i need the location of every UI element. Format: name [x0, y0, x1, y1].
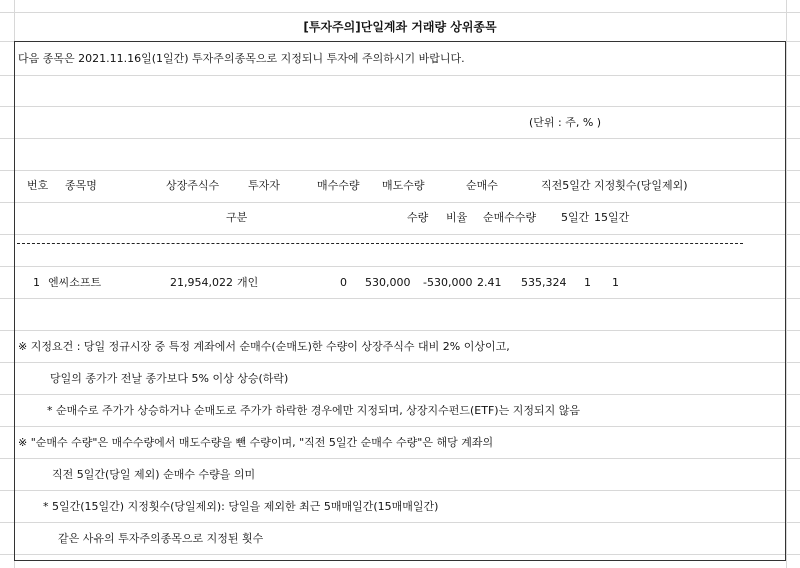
content-border-box	[14, 41, 786, 561]
header-net-buy-quantity: 순매수수량	[483, 211, 537, 224]
row-net-buy-5-days: 535,324	[521, 276, 567, 289]
header-listed-shares: 상장주식수	[166, 179, 220, 192]
row-count-15-days: 1	[612, 276, 619, 289]
row-sell-quantity: 530,000	[365, 276, 411, 289]
note-designation-count: * 5일간(15일간) 지정횟수(당일제외): 당일을 제외한 최근 5매매일간(15매매일간)	[43, 500, 439, 513]
header-investor: 투자자	[248, 179, 280, 192]
header-ratio: 비율	[446, 211, 468, 224]
row-stock-name: 엔씨소프트	[48, 276, 102, 289]
grid-row-line	[0, 12, 800, 13]
note-net-buy-definition: ※ "순매수 수량"은 매수수량에서 매도수량을 뺀 수량이며, "직전 5일간 순매수 수량"은 해당 계좌의	[18, 436, 494, 449]
row-listed-shares: 21,954,022	[170, 276, 233, 289]
header-stock-name: 종목명	[65, 179, 97, 192]
page-title: [투자주의]단일계좌 거래량 상위종목	[303, 20, 497, 34]
header-buy-quantity: 매수수량	[317, 179, 360, 192]
header-5-days: 5일간	[561, 211, 590, 224]
note-price-condition: 당일의 종가가 전날 종가보다 5% 이상 상승(하락)	[50, 372, 289, 385]
header-category: 구분	[226, 211, 248, 224]
dashed-separator	[17, 243, 743, 244]
row-buy-quantity: 0	[340, 276, 347, 289]
note-designation-criteria: ※ 지정요건 : 당일 정규시장 중 특정 계좌에서 순매수(순매도)한 수량이 상장주식수 대비 2% 이상이고,	[18, 340, 510, 353]
row-number: 1	[33, 276, 40, 289]
note-etf-exclusion: * 순매수로 주가가 상승하거나 순매도로 주가가 하락한 경우에만 지정되며, 상장지수펀드(ETF)는 지정되지 않음	[47, 404, 580, 417]
row-investor: 개인	[237, 276, 259, 289]
row-count-5-days: 1	[584, 276, 591, 289]
note-net-buy-meaning: 직전 5일간(당일 제외) 순매수 수량을 의미	[52, 468, 256, 481]
header-number: 번호	[27, 179, 49, 192]
unit-label: (단위 : 주, % )	[529, 116, 602, 129]
header-15-days: 15일간	[594, 211, 630, 224]
notice-text: 다음 종목은 2021.11.16일(1일간) 투자주의종목으로 지정되니 투자에 주의하시기 바랍니다.	[18, 52, 465, 65]
row-net-quantity: -530,000	[423, 276, 473, 289]
header-quantity: 수량	[407, 211, 429, 224]
header-net-buy: 순매수	[466, 179, 498, 192]
header-sell-quantity: 매도수량	[382, 179, 425, 192]
note-designation-count-meaning: 같은 사유의 투자주의종목으로 지정된 횟수	[58, 532, 264, 545]
header-prior-designation-count: 직전5일간 지정횟수(당일제외)	[541, 179, 688, 192]
grid-column-line	[786, 0, 787, 568]
row-ratio: 2.41	[477, 276, 502, 289]
